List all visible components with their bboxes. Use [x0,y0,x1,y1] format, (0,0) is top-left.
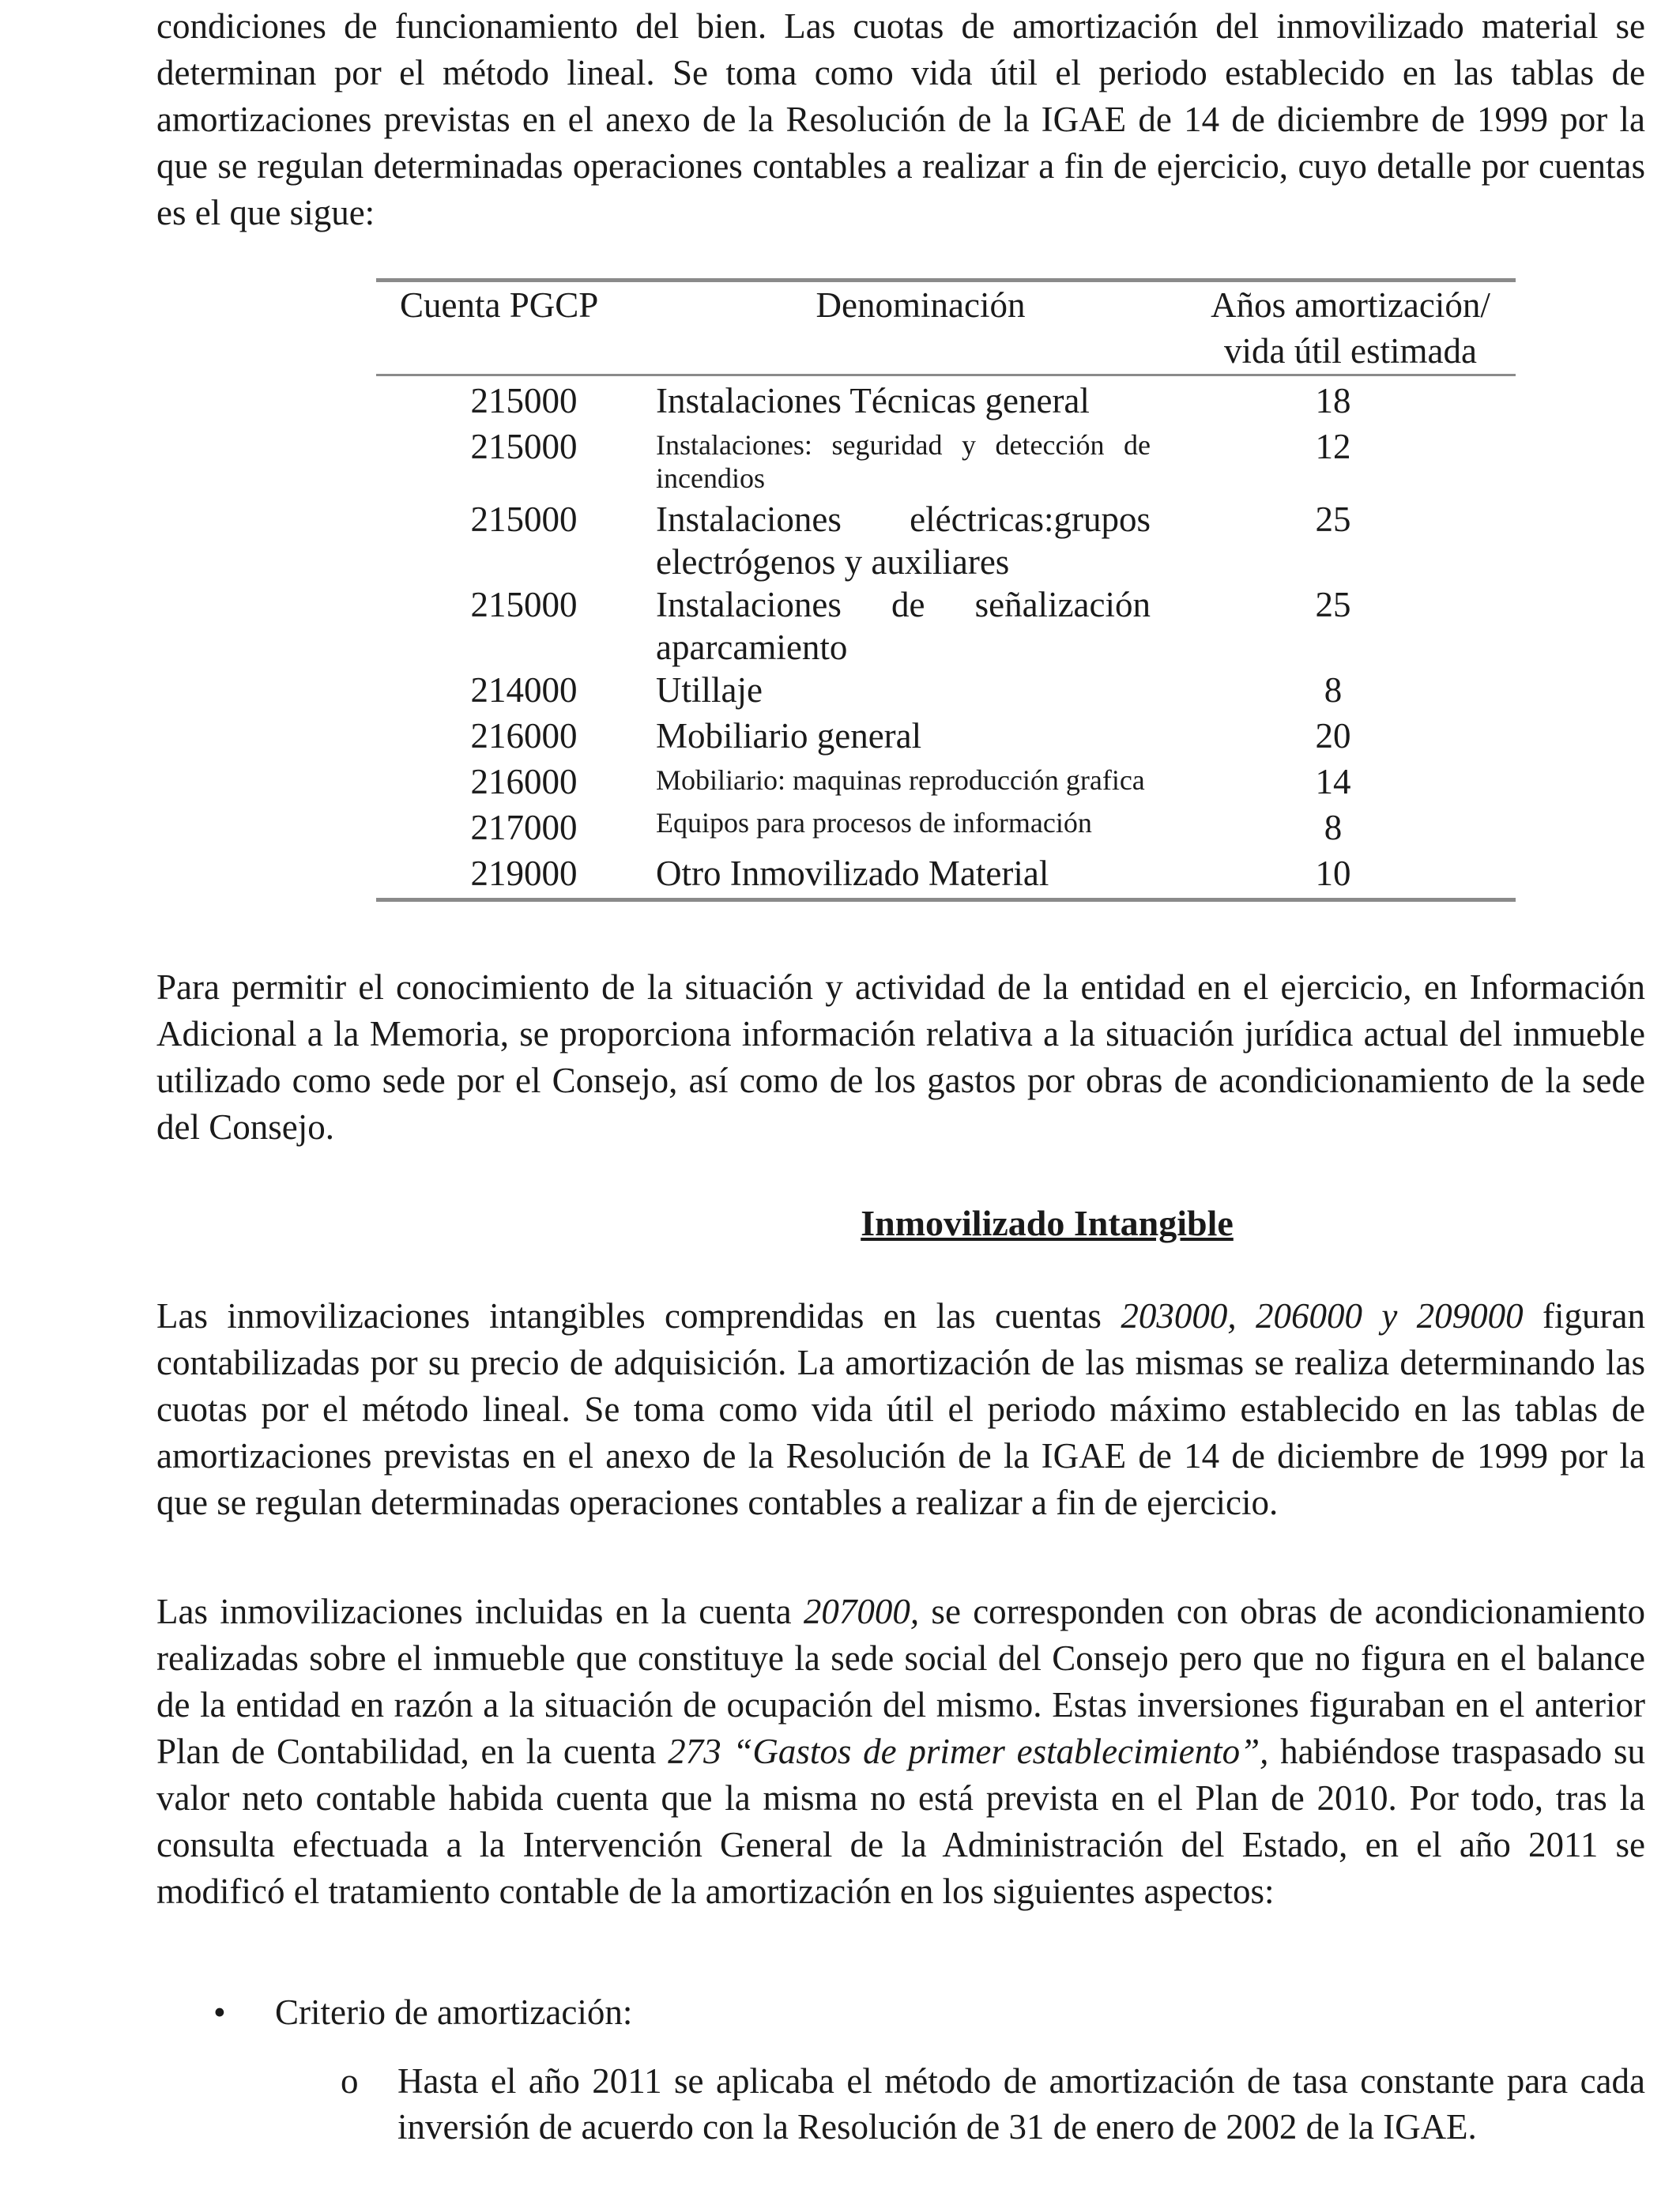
header-account: Cuenta PGCP [400,285,599,325]
row-name: Instalaciones: seguridad y detección de incendios [656,429,1151,494]
bullet-icon: • [213,1992,226,2032]
header-years [1185,282,1516,374]
table-row [376,498,1516,583]
intangible-accounts: 203000, 206000 y 209000 [1121,1296,1524,1336]
old-account: 273 “Gastos de primer establecimiento”, [668,1732,1269,1771]
row-account: 216000 [470,762,578,801]
row-years: 10 [1315,854,1351,893]
row-name: Mobiliario: maquinas reproducción grafica [656,764,1145,796]
row-account: 215000 [470,499,578,539]
row-name [656,583,1151,669]
row-account: 215000 [470,427,578,466]
intangible-paragraph-end: figuran contabilizadas por su precio de adquisición. La amortización de las mismas se realiza determinando las cuotas por el método lineal. Se toma como vida útil el periodo máximo establecido en las tablas de amortizaciones previstas en el anexo de la Resolución de la IGAE de 14 de diciembre de 1999 por la que se regulan determinadas operaciones contables a realizar a fin de ejercicio. [156,1296,1645,1522]
row-name [656,498,1151,583]
row-account: 215000 [470,381,578,420]
row-name: Instalaciones Técnicas general [656,381,1090,420]
row-name-line2: aparcamiento [656,628,848,667]
row-account: 215000 [470,585,578,624]
criteria-list [156,1989,1645,2150]
section-title [156,1201,1645,1246]
row-years: 25 [1315,499,1351,539]
intangible-paragraph [156,1293,1645,1526]
row-account: 216000 [470,716,578,756]
header-name: Denominación [816,285,1026,325]
works-paragraph-start: Las inmovilizaciones incluidas en la cuenta [156,1592,804,1631]
row-years: 18 [1315,381,1351,420]
works-paragraph-end: habiéndose traspasado su valor neto contable habida cuenta que la misma no está prevista en el Plan de 2010. Por todo, tras la consulta efectuada a la Intervención General de la Administración del Estado, en el año 2011 se modificó el tratamiento contable de la amortización en los siguientes aspectos: [156,1732,1645,1911]
table-row [376,583,1516,669]
row-years: 25 [1315,585,1351,624]
row-years: 8 [1324,670,1343,710]
list-item-text: Criterio de amortización: [275,1992,633,2032]
table-row [376,852,1516,895]
row-years: 14 [1315,762,1351,801]
row-name: Equipos para procesos de información [656,807,1092,839]
circle-bullet-icon: o [341,2061,359,2101]
section-title-text: Inmovilizado Intangible [861,1203,1234,1243]
table-header [376,282,1516,376]
table-row [376,425,1516,495]
works-paragraph-middle: se corresponden con obras de acondicionamiento realizadas sobre el inmueble que constituye la sede social del Consejo pero que no figura en el balance de la entidad en razón a la situación de ocupación del mismo. Estas inversiones figuraban en el anterior Plan de Contabilidad, en la cuenta [156,1592,1646,1771]
list-item [156,1989,1645,2036]
row-name: Otro Inmovilizado Material [656,854,1049,893]
table-row [376,714,1516,757]
row-name: Utillaje [656,670,763,710]
table-row [376,669,1516,711]
table-row [376,806,1516,849]
row-name: Mobiliario general [656,716,922,756]
row-name-line1: Instalaciones de señalización [656,585,1151,624]
row-account: 214000 [470,670,578,710]
row-name-line1: Instalaciones eléctricas:grupos [656,499,1151,539]
intangible-paragraph-start: Las inmovilizaciones intangibles comprendidas en las cuentas [156,1296,1121,1336]
amortization-table [376,278,1516,902]
row-years: 12 [1315,427,1351,466]
table-row [376,379,1516,422]
header-years-line2: vida útil estimada [1224,331,1477,371]
row-years: 8 [1324,808,1343,847]
table-row [376,760,1516,803]
situation-paragraph: Para permitir el conocimiento de la situación y actividad de la entidad en el ejercicio, en Información Adicional a la Memoria, se proporciona información relativa a la situación jurídica actual del inmueble utilizado como sede por el Consejo, así como de los gastos por obras de acondicionamiento de la sede del Consejo. [156,967,1645,1147]
header-years-line1: Años amortización/ [1211,285,1490,325]
intro-paragraph: condiciones de funcionamiento del bien. Las cuotas de amortización del inmovilizado material se determinan por el método lineal. Se toma como vida útil el periodo establecido en las tablas de amortizaciones previstas en el anexo de la Resolución de la IGAE de 14 de diciembre de 1999 por la que se regulan determinadas operaciones contables a realizar a fin de ejercicio, cuyo detalle por cuentas es el que sigue: [156,6,1645,232]
row-name-line2: electrógenos y auxiliares [656,542,1010,582]
works-account: 207000, [803,1592,920,1631]
row-account: 219000 [470,854,578,893]
sub-list-item [156,2058,1645,2150]
works-paragraph [156,1589,1645,1915]
row-account: 217000 [470,808,578,847]
sub-list-item-text: Hasta el año 2011 se aplicaba el método de amortización de tasa constante para cada inversión de acuerdo con la Resolución de 31 de enero de 2002 de la IGAE. [397,2061,1645,2147]
row-years: 20 [1315,716,1351,756]
